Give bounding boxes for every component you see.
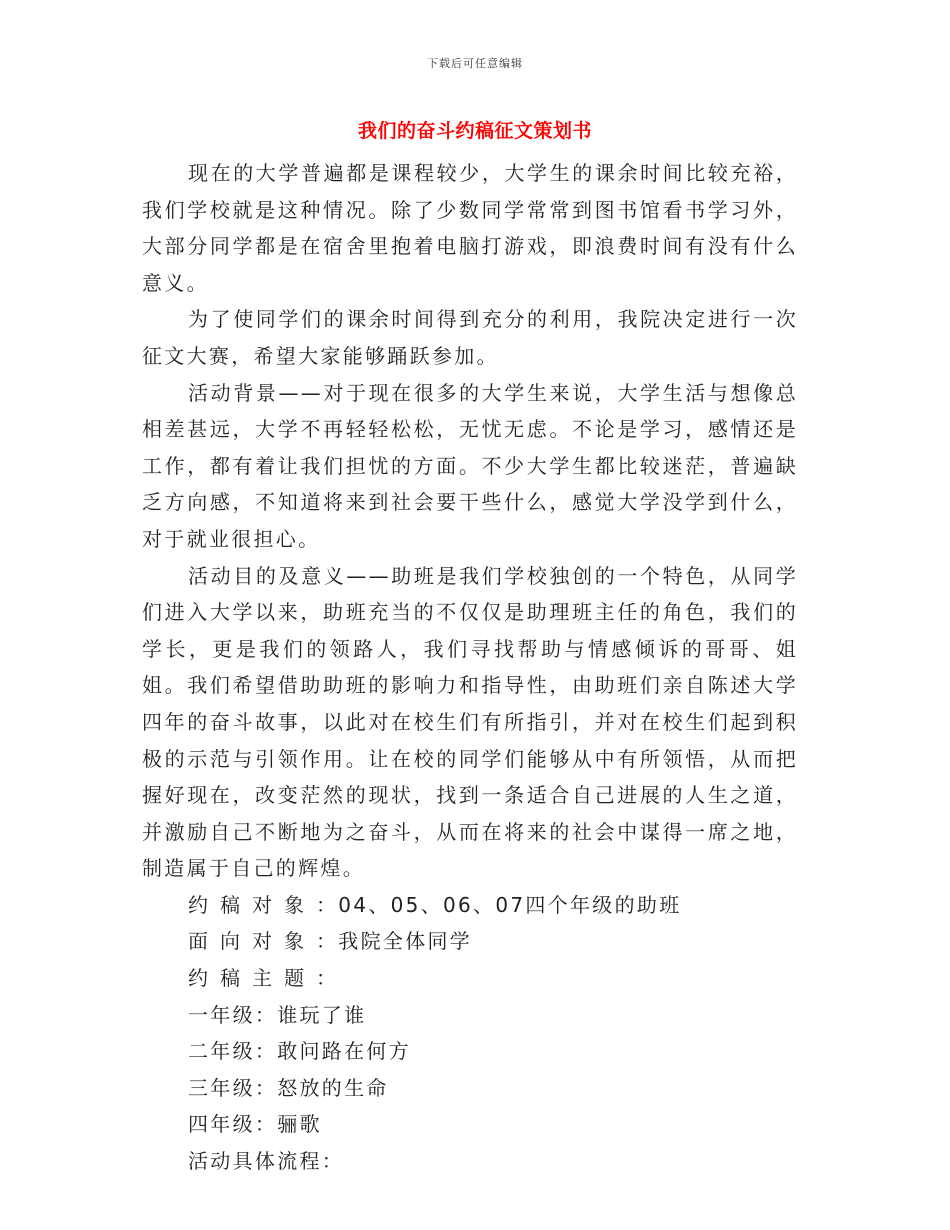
paragraph-background: 活动背景——对于现在很多的大学生来说，大学生活与想像总相差甚远，大学不再轻轻松松，无忧无虑。不论是学习，感情还是工作，都有着让我们担忧的方面。不少大学生都比较迷茫，普遍缺乏方向感，不知道将来到社会要干些什么，感觉大学没学到什么，对于就业很担心。 (142, 380, 798, 551)
process-heading: 活动具体流程： (188, 1149, 345, 1174)
document-body (142, 155, 798, 1180)
document-title: 我们的奋斗约稿征文策划书 (357, 120, 592, 142)
target-line (142, 887, 798, 924)
theme-label: 约稿主题 (188, 966, 316, 991)
target-label: 约稿对象 (188, 892, 316, 917)
theme-item-grade-4: 四年级：骊歌 (188, 1112, 322, 1137)
paragraph-intro: 现在的大学普遍都是课程较少，大学生的课余时间比较充裕，我们学校就是这种情况。除了少数同学常常到图书馆看书学习外，大部分同学都是在宿舍里抱着电脑打游戏，即浪费时间有没有什么意义。 (142, 161, 798, 295)
theme-value: ： (316, 966, 339, 991)
header-note: 下载后可任意编辑 (427, 57, 523, 70)
theme-line (142, 960, 798, 997)
theme-item-grade-2: 二年级：敢问路在何方 (188, 1039, 411, 1064)
audience-label: 面向对象 (188, 929, 316, 954)
theme-item-grade-3: 三年级：怒放的生命 (188, 1075, 389, 1100)
audience-value: ：我院全体同学 (316, 929, 473, 954)
theme-item-grade-1: 一年级：谁玩了谁 (188, 1002, 367, 1027)
paragraph-purpose: 为了使同学们的课余时间得到充分的利用，我院决定进行一次征文大赛，希望大家能够踊跃参加。 (142, 307, 798, 368)
paragraph-significance: 活动目的及意义——助班是我们学校独创的一个特色，从同学们进入大学以来，助班充当的不仅仅是助理班主任的角色，我们的学长，更是我们的领路人，我们寻找帮助与情感倾诉的哥哥、姐姐。我们希望借助助班的影响力和指导性，由助班们亲自陈述大学四年的奋斗故事，以此对在校生们有所指引，并对在校生们起到积极的示范与引领作用。让在校的同学们能够从中有所领悟，从而把握好现在，改变茫然的现状，找到一条适合自己进展的人生之道，并激励自己不断地为之奋斗，从而在将来的社会中谋得一席之地，制造属于自己的辉煌。 (142, 563, 798, 881)
target-value: ：04、05、06、07四个年级的助班 (316, 892, 682, 917)
audience-line (142, 923, 798, 960)
